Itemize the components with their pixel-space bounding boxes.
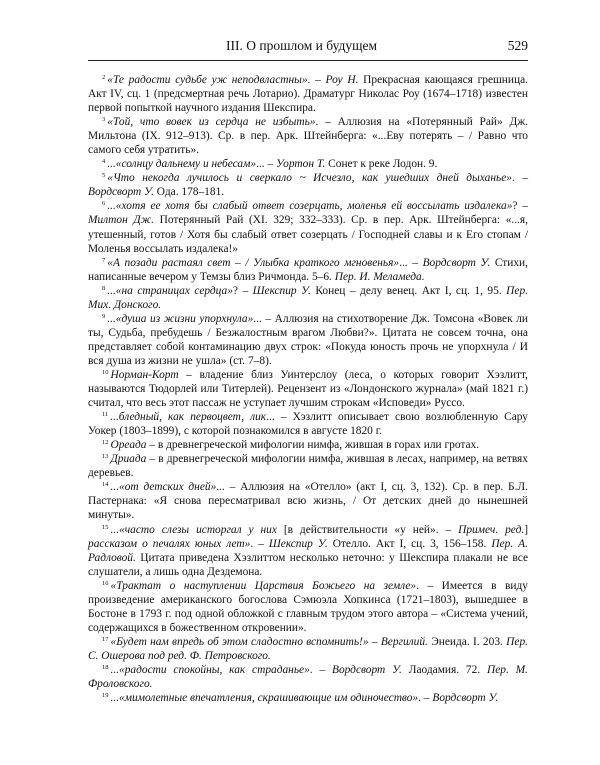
note-number: 9 [102,312,106,320]
note-text: . – [307,74,326,86]
note-number: 14 [102,481,109,489]
note-italic-text: «Те радости судьбе уж неподвластны» [107,74,308,86]
note-italic-text: «Будет нам впредь об этом сладостно вспомнить!» [110,635,369,648]
note-text: Потерянный Рай (XI. 329; 332–333). Ср. в пер. Арк. Штейнберга: «...я, утешенный, готов / Хотя бы слабый ответ созерцать / Господней славы и к Его стопам / Моленья воссылать издалека!» [88,214,528,255]
note-italic-text: «Той, что вовек из сердца не избыть» [107,116,316,129]
note-text: . – [309,663,332,676]
page-number: 529 [507,38,528,53]
note-italic-text: ...«на страницах сердца» [107,284,233,297]
note-number: 7 [102,256,106,264]
note-text: ] [524,523,528,536]
note-text: – в древнегреческой мифологии нимфа, жившая в горах или гротах. [146,439,480,452]
endnote [88,635,528,663]
note-text: ... – Аллюзия на стихотворение Дж. Томсона «Вовек ли ты, Судьба, пребудешь / Безжалостным врагом Любви?». Цитата не совсем точна, она представляет собой контаминацию двух строк: «Покуда юность прочь не упорхнула / И вся душа из жизни не ушла» (ст. 7–8). [88,312,528,367]
note-italic-text: Примеч. ред. [458,523,525,536]
note-italic-text: ...«радости спокойны, как страданье» [110,663,310,676]
note-text: ... – [256,158,277,171]
note-italic-text: ...«душа из жизни упорхнула» [107,312,254,325]
note-italic-text: Ореада [110,439,147,452]
running-header [88,38,528,58]
note-number: 13 [102,453,109,461]
endnote [88,663,528,691]
note-text: Лаодамия. 72. [401,663,488,676]
note-text: ? – [232,284,253,297]
note-text: . – Имеется в виду произведение американского богослова Сэмюэла Хопкинса (1721–1803), вышедшее в Бостоне в 1793 г. под одной обложкой с главным трудом этого автора – «Система учений, содержащихся в божественном откровении». [88,579,528,634]
endnote [88,523,528,579]
endnotes-list [88,73,528,705]
endnote [88,284,528,312]
note-text: Конец – делу венец. Акт I, сц. 1, 95. [310,284,507,297]
note-text: . – [511,172,529,185]
note-italic-text: Роу Н. [325,74,359,86]
note-number: 18 [102,663,109,671]
note-italic-text: Пер. М. Фроловского. [88,663,529,691]
note-italic-text: «Трактат о наступлении Царствия Божьего на земле» [110,579,417,592]
note-italic-text: ...«часто слезы исторгал у них [110,523,277,536]
note-italic-text: Шекспир У. [252,284,311,297]
endnote [88,579,528,635]
note-number: 16 [102,579,109,587]
note-text: . – [250,537,269,550]
note-text: . – Аллюзия на «Потерянный Рай» Дж. Мильтона (IX. 912–913). Ср. в пер. Арк. Штейнберга: «...Еву потерять – / Равно что самого себя утратить». [88,116,528,157]
note-text: – владение близ Уинтерслоу (леса, о которых говорит Хэзлитт, называются Тюдорлей или Титерлей). Рецензент из «Лондонского журнала» (май 1821 г.) считал, что весь этот пассаж не уступает лучшим строкам «Исповеди» Руссо. [88,368,528,410]
note-number: 17 [102,635,109,643]
header-rule [88,60,528,61]
endnote [88,691,528,705]
endnote [88,410,528,438]
note-text: Ода. 178–181. [153,186,225,199]
note-italic-text: Пер. И. Меламеда. [334,270,425,283]
note-number: 4 [102,158,106,166]
note-italic-text: ...бледный, как первоцвет, лик [110,411,267,424]
endnote [88,115,528,157]
note-italic-text: «А позади растаял свет – / Улыбка краткого мгновенья» [107,256,400,269]
note-number: 2 [102,74,106,81]
note-number: 15 [102,523,109,531]
endnote [88,368,528,410]
note-italic-text: Уортон Т. [276,158,326,171]
note-italic-text: Дриада [110,453,147,466]
note-text: ... – Аллюзия на «Отелло» (акт I, сц. 3, 132). Ср. в пер. Б.Л. Пастернака: «Я снова пересматривал всю жизнь, / От детских дней до нынешней минуты». [88,481,529,522]
note-text: Прекрасная кающаяся грешница. Акт IV, сц. 1 (предсмертная речь Лотарио). Драматург Николас Роу (1674–1718) известен первой попыткой научного издания Шекспира. [88,74,528,115]
note-italic-text: ...«хотя ее хотя бы слабый ответ созерцать, моленья ей воссылать издалека» [107,200,513,213]
note-italic-text: Вордсворт У. [422,256,491,269]
endnote [88,480,528,522]
note-text: [в действительности «у ней». – [276,523,459,536]
note-italic-text: Пер. С. Ошерова под ред. Ф. Петровского. [88,635,528,662]
note-text: ? – [512,200,528,213]
note-italic-text: ...«солнцу дальнему и небесам» [107,158,257,171]
endnote [88,256,528,284]
note-number: 12 [102,439,109,447]
chapter-title: III. О прошлом и будущем [226,38,378,53]
endnote [88,438,528,452]
note-number: 3 [102,116,106,124]
note-italic-text: «Что некогда лучилось и сверкало ~ Исчезло, как ушедших дней дыханье» [107,172,512,185]
note-italic-text: Пер. А. Радловой. [88,537,528,564]
note-italic-text: ...«от детских дней» [110,481,217,494]
note-text: – [368,635,381,648]
note-number: 19 [102,692,109,700]
note-italic-text: Шекспир У. [268,537,328,550]
note-text: . – [418,692,433,705]
note-text: Цитата приведена Хэзлиттом несколько неточно: у Шекспира плакали не все слушатели, а лишь одна Дездемона. [88,551,528,578]
note-number: 5 [102,172,106,180]
endnote [88,199,528,255]
endnote [88,157,528,171]
note-text: ... – Хэзлитт описывает свою возлюбленную Сару Уокер (1803–1899), с которой познакомился в августе 1820 г. [88,411,528,438]
endnote [88,452,528,480]
note-number: 11 [102,411,109,419]
note-italic-text: Вордсворт У. [331,663,402,676]
note-text: Сонет к реке Лодон. 9. [325,158,438,171]
endnote [88,312,528,368]
note-italic-text: Вергилий. [380,635,428,648]
note-number: 10 [102,368,109,376]
note-text: Стихи, написанные вечером у Темзы близ Ричмонда. 5–6. [88,256,528,283]
endnote [88,171,528,199]
note-italic-text: Милтон Дж. [88,214,155,227]
note-text: Энеида. I. 203. [427,635,507,648]
note-text: – в древнегреческой мифологии нимфа, жившая в лесах, например, на ветвях деревьев. [88,453,528,480]
note-italic-text: Норман-Корт [110,368,179,381]
note-italic-text: Вордсворт У. [432,692,499,705]
note-italic-text: Вордсворт У. [88,186,154,199]
note-number: 6 [102,200,106,208]
endnote [88,73,528,115]
note-text: ... – [399,256,423,269]
note-italic-text: ...«мимолетные впечатления, скрашивающие им одиночество» [110,692,419,705]
note-text: Отелло. Акт I, сц. 3, 156–158. [327,537,492,550]
note-italic-text: рассказом о печалях юных лет» [88,537,251,550]
note-number: 8 [102,284,106,292]
note-italic-text: Пер. Мих. Донского. [88,284,528,311]
